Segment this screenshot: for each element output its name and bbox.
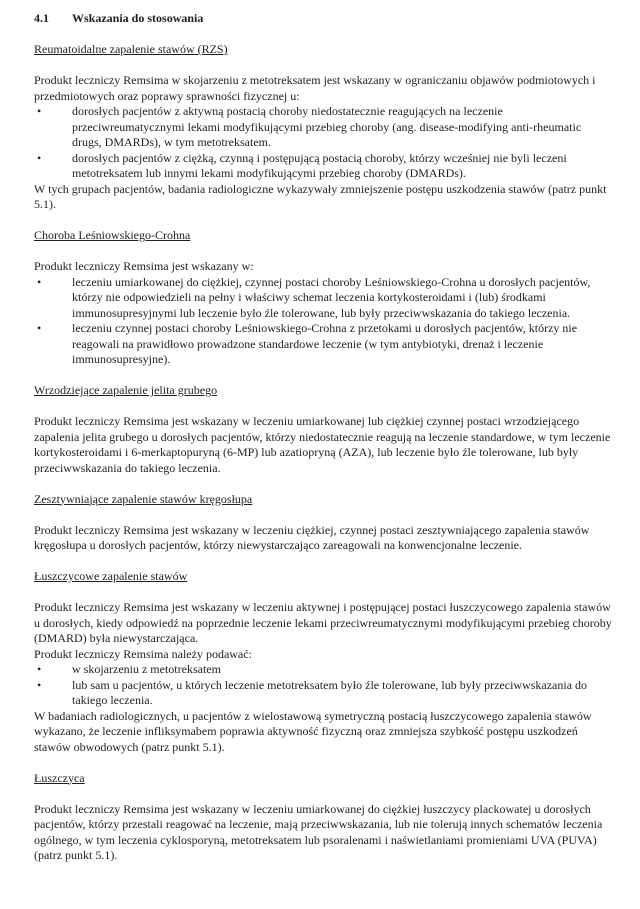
paragraph: W tych grupach pacjentów, badania radiologiczne wykazywały zmniejszenie postępu uszkodzenia stawów (patrz punkt 5.1). [34,181,607,211]
paragraph: Produkt leczniczy Remsima jest wskazany w: [34,259,254,273]
section-title: Wskazania do stosowania [72,11,204,25]
bullet-text: lub sam u pacjentów, u których leczenie metotreksatem było źle tolerowane, lub były przeciwwskazania do takiego leczenia. [72,677,588,707]
bullet-icon: • [37,321,42,335]
bullet-item [34,662,612,678]
bullet-item [34,104,612,151]
paragraph: Produkt leczniczy Remsima jest wskazany w leczeniu umiarkowanej do ciężkiej łuszczycy plackowatej u dorosłych pacjentów, którzy przestali reagować na leczenie, mają przeciwwskazania, lub nie tolerują innych schematów leczenia ogólnego, w tym leczenia cyklosporyną, metotreksatem lub psoralenami i naświetlaniami promieniami UVA (PUVA) (patrz punkt 5.1). [34,801,603,862]
bullet-icon: • [37,274,42,289]
bullet-icon: • [37,104,42,118]
bullet-text: w skojarzeniu z metotreksatem [72,662,221,676]
bullet-item [34,275,612,322]
bullet-icon: • [37,677,42,692]
paragraph: Produkt leczniczy Remsima jest wskazany w leczeniu umiarkowanej lub ciężkiej czynnej postaci wrzodziejącego zapalenia jelita grubego u dorosłych pacjentów, którzy niedostatecznie reagują na leczenie standardowe, w tym leczenie kortykosteroidami i 6-merkaptopuryną (6-MP) lub azatiopryną (AZA), lub leczenie było źle tolerowane, lub były przeciwwskazania do takiego leczenia. [34,414,611,475]
paragraph: Produkt leczniczy Remsima należy podawać: [34,646,252,661]
bullet-icon: • [37,662,42,676]
bullet-text: dorosłych pacjentów z ciężką, czynną i postępującą postacią choroby, którzy wcześniej nie byli leczeni metotreksatem lub innymi lekami modyfikującymi przebieg choroby (DMARDs). [72,150,567,180]
bullet-text: dorosłych pacjentów z aktywną postacią choroby niedostatecznie reagujących na leczenie przeciwreumatycznymi lekami modyfikującymi przebieg choroby (ang. disease-modifying anti-rheumatic drugs, DMARDs), w tym metotreksatem. [72,104,582,149]
section-heading [34,11,612,27]
paragraph: W badaniach radiologicznych, u pacjentów z wielostawową symetryczną postacią łuszczycowego zapalenia stawów wykazano, że leczenie infliksymabem poprawia aktywność fizyczną oraz zmniejsza szybkość postępu uszkodzeń stawów obwodowych (patrz punkt 5.1). [34,708,592,754]
bullet-item [34,321,612,368]
bullet-icon: • [37,150,42,165]
subsection-heading-rzs: Reumatoidalne zapalenie stawów (RZS) [34,42,228,56]
subsection-heading-psoriasis: Łuszczyca [34,770,85,785]
paragraph: Produkt leczniczy Remsima w skojarzeniu z metotreksatem jest wskazany w ograniczaniu objawów podmiotowych i przedmiotowych oraz poprawy sprawności fizycznej u: [34,73,596,103]
subsection-heading-psoriatic-arthritis: Łuszczycowe zapalenie stawów [34,569,188,583]
bullet-text: leczeniu umiarkowanej do ciężkiej, czynnej postaci choroby Leśniowskiego-Crohna u dorosłych pacjentów, którzy nie odpowiedzieli na pełny i właściwy schemat leczenia kortykosteroidami i (lub) środkami immunosupresyjnymi lub leczenie było źle tolerowane, lub były przeciwwskazania do takiego leczenia. [72,274,591,320]
paragraph: Produkt leczniczy Remsima jest wskazany w leczeniu aktywnej i postępującej postaci łuszczycowego zapalenia stawów u dorosłych, kiedy odpowiedź na poprzednie leczenie lekami przeciwreumatycznymi modyfikującymi przebieg choroby (DMARD) była niewystarczająca. [34,600,612,645]
bullet-item [34,151,612,182]
subsection-heading-crohn: Choroba Leśniowskiego-Crohna [34,228,191,242]
paragraph: Produkt leczniczy Remsima jest wskazany w leczeniu ciężkiej, czynnej postaci zesztywniającego zapalenia stawów kręgosłupa u dorosłych pacjentów, którzy niewystarczająco zareagowali na konwencjonalne leczenie. [34,522,590,552]
subsection-heading-colitis: Wrzodziejące zapalenie jelita grubego [34,383,218,397]
bullet-item [34,678,612,709]
bullet-text: leczeniu czynnej postaci choroby Leśniowskiego-Crohna z przetokami u dorosłych pacjentów, którzy nie reagowali na prawidłowo prowadzone standardowe leczenie (w tym antybiotyki, drenaż i leczenie immunosupresyjne). [72,321,578,366]
section-number: 4.1 [34,11,49,25]
subsection-heading-spondylitis: Zesztywniające zapalenie stawów kręgosłupa [34,491,253,506]
